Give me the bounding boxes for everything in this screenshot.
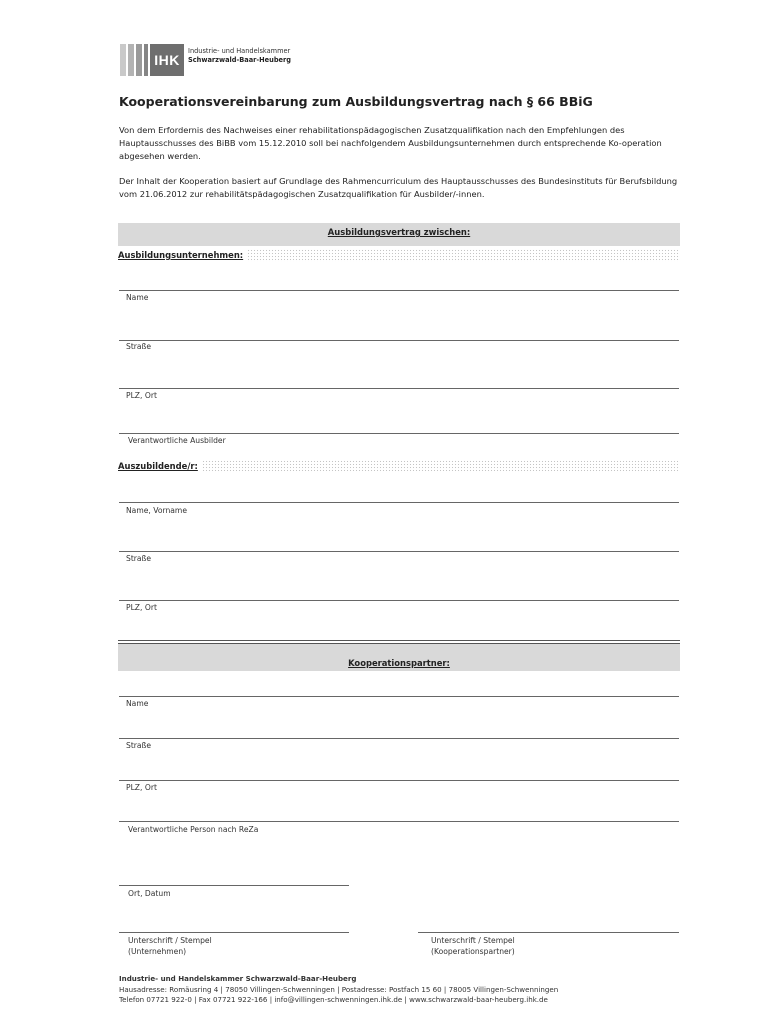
trainee-label-row — [118, 460, 680, 473]
intro-paragraph-1: Von dem Erfordernis des Nachweises einer rehabilitationspädagogischen Zusatzqualifikation nach den Empfehlungen des Hauptausschusses des BiBB vom 15.12.2010 soll bei nachfolgendem Ausbildungsunternehmen durch entsprechende Ko-operation abgesehen werden. — [119, 125, 662, 161]
partner-city-line[interactable] — [119, 780, 679, 781]
field-label-partner-street: Straße — [126, 741, 152, 750]
field-label-partner-name: Name — [126, 699, 149, 708]
signature-company-label-2: (Unternehmen) — [128, 947, 187, 956]
signature-company-line[interactable] — [119, 932, 349, 933]
trainer-line[interactable] — [119, 433, 679, 434]
section-heading-ausbildungsvertrag — [118, 223, 680, 246]
footer-contact: Telefon 07721 922-0 | Fax 07721 922-166 | info@villingen-schwenningen.ihk.de | www.schwarzwald-baar-heuberg.ihk.de — [119, 995, 548, 1004]
company-street-line[interactable] — [119, 340, 679, 341]
place-date-line[interactable] — [119, 885, 349, 886]
trainee-street-line[interactable] — [119, 551, 679, 552]
footer-address: Hausadresse: Romäusring 4 | 78050 Villingen-Schwenningen | Postadresse: Postfach 15 60 | 78005 Villingen-Schwenningen — [119, 984, 559, 994]
signature-partner-label-1: Unterschrift / Stempel — [431, 936, 515, 945]
field-label-trainee-street: Straße — [126, 554, 152, 563]
footer — [119, 974, 558, 1006]
partner-street-line[interactable] — [119, 738, 679, 739]
logo-line2: Schwarzwald-Baar-Heuberg — [188, 56, 292, 64]
field-label-trainee-name: Name, Vorname — [126, 506, 188, 515]
company-label-row — [118, 249, 680, 262]
trainee-city-line[interactable] — [119, 600, 679, 601]
signature-company-label-1: Unterschrift / Stempel — [128, 936, 212, 945]
field-label-company-street: Straße — [126, 342, 152, 351]
section-heading-kooperationspartner — [118, 644, 680, 671]
section-heading-text: Ausbildungsvertrag zwischen: — [327, 227, 471, 237]
field-label-trainer: Verantwortliche Ausbilder — [128, 436, 226, 445]
signature-partner-line[interactable] — [418, 932, 679, 933]
company-label: Ausbildungsunternehmen: — [118, 249, 247, 262]
logo-line1: Industrie- und Handelskammer — [188, 47, 291, 55]
footer-org: Industrie- und Handelskammer Schwarzwald-Baar-Heuberg — [119, 974, 357, 983]
partner-person-line[interactable] — [119, 821, 679, 822]
company-city-line[interactable] — [119, 388, 679, 389]
field-label-partner-person: Verantwortliche Person nach ReZa — [128, 825, 259, 834]
logo-mark: IHK — [150, 44, 184, 76]
trainee-label: Auszubildende/r: — [118, 460, 202, 473]
section-heading-partner-text: Kooperationspartner: — [348, 658, 450, 668]
company-name-line[interactable] — [119, 290, 679, 291]
partner-name-line[interactable] — [119, 696, 679, 697]
field-label-partner-city: PLZ, Ort — [126, 783, 157, 792]
trainee-name-line[interactable] — [119, 502, 679, 503]
ihk-logo — [120, 42, 290, 78]
intro-paragraph-2: Der Inhalt der Kooperation basiert auf Grundlage des Rahmencurriculum des Hauptausschusses des Bundesinstituts für Berufsbildung vom 21.06.2012 zur rehabilitätspädagogischen Zusatzqualifikation für Ausbilder/-innen. — [119, 176, 678, 199]
logo-bars-graphic — [120, 42, 150, 78]
field-label-trainee-city: PLZ, Ort — [126, 603, 157, 612]
field-label-place-date: Ort, Datum — [128, 889, 171, 898]
document-title: Kooperationsvereinbarung zum Ausbildungsvertrag nach § 66 BBiG — [119, 94, 593, 109]
field-label-company-name: Name — [126, 293, 149, 302]
field-label-company-city: PLZ, Ort — [126, 391, 157, 400]
signature-partner-label-2: (Kooperationspartner) — [431, 947, 515, 956]
